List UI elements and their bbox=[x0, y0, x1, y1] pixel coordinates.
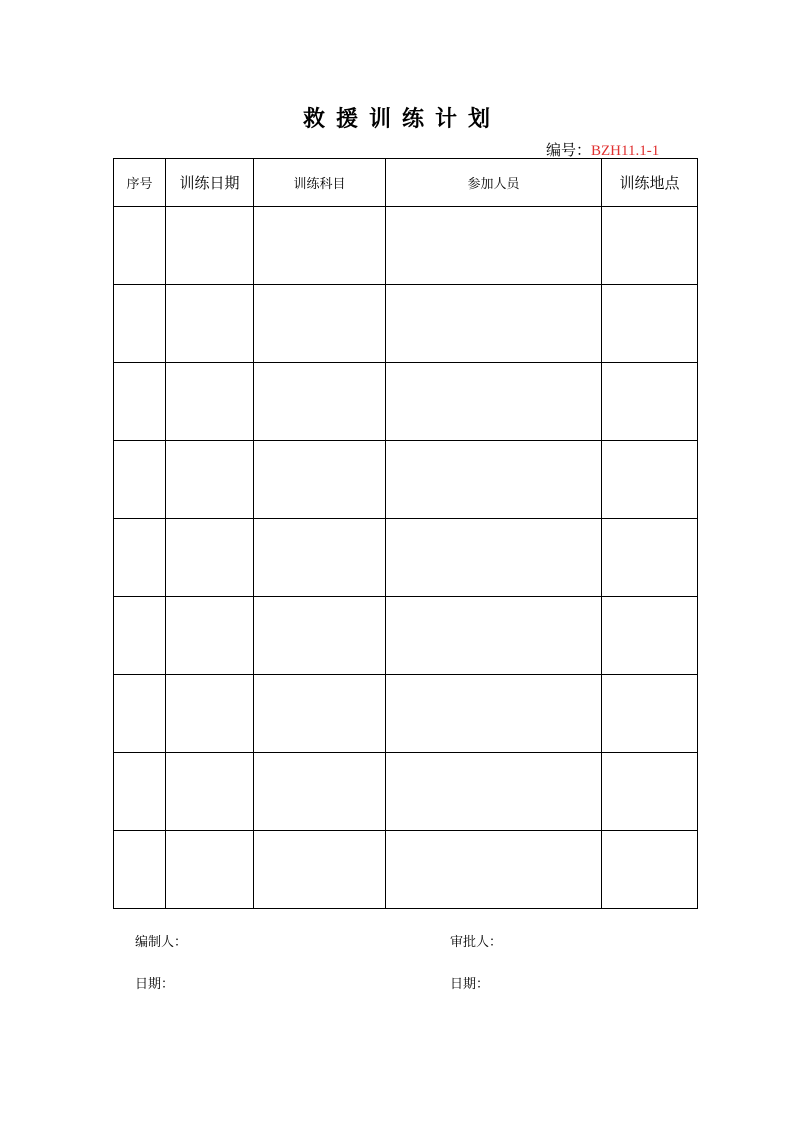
table-body bbox=[114, 207, 698, 909]
table-row bbox=[114, 675, 698, 753]
header-training-date: 训练日期 bbox=[166, 159, 254, 207]
document-number-label: 编号： bbox=[546, 141, 592, 159]
cell-training-subject[interactable] bbox=[254, 285, 386, 363]
cell-participants[interactable] bbox=[386, 441, 602, 519]
cell-participants[interactable] bbox=[386, 285, 602, 363]
training-plan-table bbox=[113, 158, 698, 909]
cell-training-date[interactable] bbox=[166, 441, 254, 519]
compiler-label: 编制人： bbox=[135, 935, 188, 950]
table-row bbox=[114, 597, 698, 675]
table-row bbox=[114, 519, 698, 597]
cell-participants[interactable] bbox=[386, 675, 602, 753]
cell-serial-number[interactable] bbox=[114, 675, 166, 753]
table-row bbox=[114, 285, 698, 363]
cell-participants[interactable] bbox=[386, 519, 602, 597]
document-number-value: BZH11.1-1 bbox=[591, 143, 660, 159]
cell-training-date[interactable] bbox=[166, 753, 254, 831]
header-training-subject: 训练科目 bbox=[254, 159, 386, 207]
cell-training-subject[interactable] bbox=[254, 675, 386, 753]
cell-training-location[interactable] bbox=[602, 753, 698, 831]
cell-serial-number[interactable] bbox=[114, 831, 166, 909]
cell-training-location[interactable] bbox=[602, 831, 698, 909]
cell-serial-number[interactable] bbox=[114, 441, 166, 519]
approver-label: 审批人： bbox=[450, 935, 503, 950]
cell-participants[interactable] bbox=[386, 831, 602, 909]
cell-training-location[interactable] bbox=[602, 285, 698, 363]
header-participants: 参加人员 bbox=[386, 159, 602, 207]
table-row bbox=[114, 363, 698, 441]
cell-training-date[interactable] bbox=[166, 285, 254, 363]
cell-training-location[interactable] bbox=[602, 675, 698, 753]
cell-serial-number[interactable] bbox=[114, 363, 166, 441]
cell-training-date[interactable] bbox=[166, 207, 254, 285]
cell-training-location[interactable] bbox=[602, 363, 698, 441]
approve-date-label: 日期： bbox=[450, 977, 490, 992]
table-row bbox=[114, 831, 698, 909]
cell-training-date[interactable] bbox=[166, 675, 254, 753]
cell-participants[interactable] bbox=[386, 363, 602, 441]
document-number bbox=[546, 139, 659, 160]
cell-serial-number[interactable] bbox=[114, 207, 166, 285]
cell-training-subject[interactable] bbox=[254, 441, 386, 519]
cell-training-subject[interactable] bbox=[254, 753, 386, 831]
cell-training-subject[interactable] bbox=[254, 519, 386, 597]
cell-serial-number[interactable] bbox=[114, 285, 166, 363]
compile-date-label: 日期： bbox=[135, 977, 175, 992]
cell-serial-number[interactable] bbox=[114, 519, 166, 597]
table-header-row bbox=[114, 159, 698, 207]
cell-training-date[interactable] bbox=[166, 519, 254, 597]
cell-participants[interactable] bbox=[386, 597, 602, 675]
cell-training-location[interactable] bbox=[602, 519, 698, 597]
cell-training-location[interactable] bbox=[602, 441, 698, 519]
cell-participants[interactable] bbox=[386, 753, 602, 831]
cell-training-date[interactable] bbox=[166, 363, 254, 441]
table-row bbox=[114, 441, 698, 519]
cell-training-location[interactable] bbox=[602, 207, 698, 285]
cell-training-subject[interactable] bbox=[254, 831, 386, 909]
table-row bbox=[114, 207, 698, 285]
cell-serial-number[interactable] bbox=[114, 753, 166, 831]
table-row bbox=[114, 753, 698, 831]
cell-training-date[interactable] bbox=[166, 597, 254, 675]
cell-training-location[interactable] bbox=[602, 597, 698, 675]
cell-training-subject[interactable] bbox=[254, 363, 386, 441]
page-title: 救援训练计划 bbox=[302, 107, 501, 132]
cell-training-subject[interactable] bbox=[254, 207, 386, 285]
cell-participants[interactable] bbox=[386, 207, 602, 285]
header-training-location: 训练地点 bbox=[602, 159, 698, 207]
cell-serial-number[interactable] bbox=[114, 597, 166, 675]
cell-training-date[interactable] bbox=[166, 831, 254, 909]
cell-training-subject[interactable] bbox=[254, 597, 386, 675]
header-serial-number: 序号 bbox=[114, 159, 166, 207]
